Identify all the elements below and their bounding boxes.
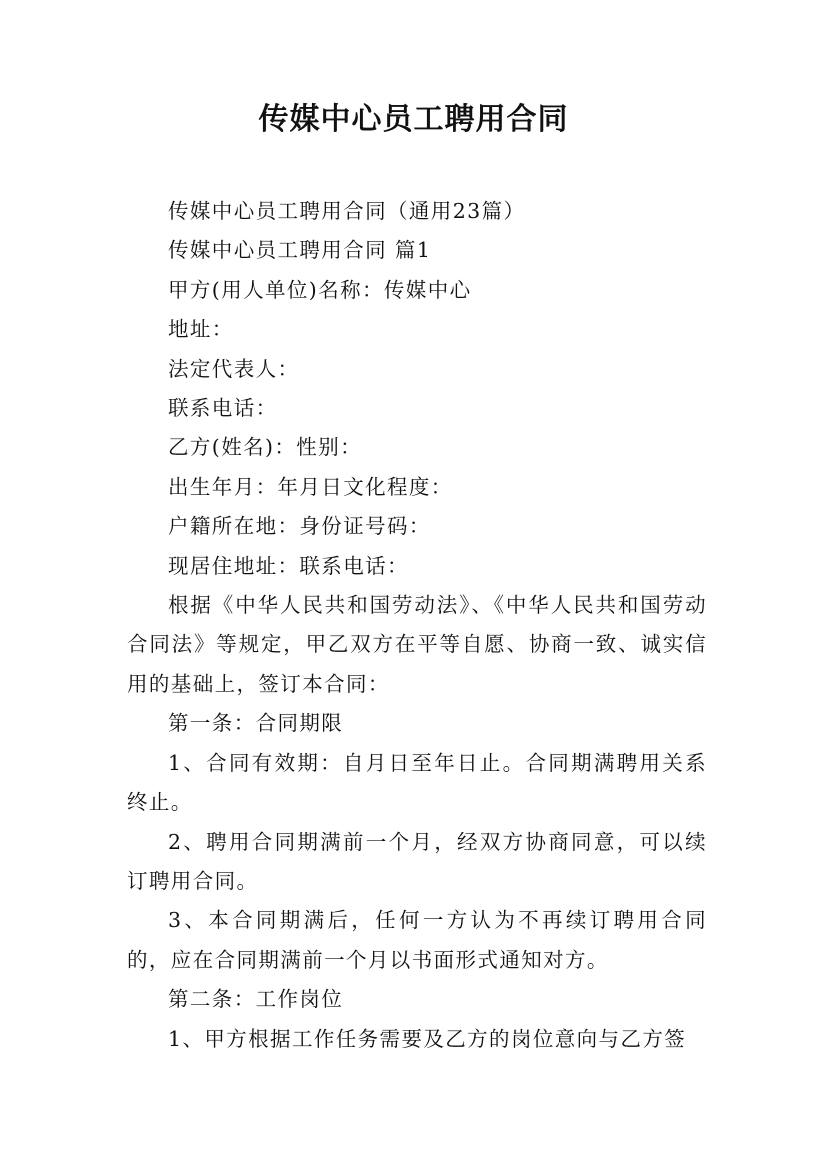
phone-field: 联系电话： (168, 396, 278, 421)
article-2-item-1: 1、甲方根据工作任务需要及乙方的岗位意向与乙方签 (168, 1026, 687, 1051)
party-a-name: 甲方(用人单位)名称：传媒中心 (168, 277, 472, 302)
subtitle-paragraph: 传媒中心员工聘用合同（通用23篇） (168, 199, 526, 223)
article-1-item-2: 2、聘用合同期满前一个月，经双方协商同意，可以续订聘用合同。 (127, 829, 707, 893)
article-1-item-1: 1、合同有效期：自月日至年日止。合同期满聘用关系终止。 (127, 750, 707, 815)
article-1-heading: 第一条：合同期限 (168, 711, 344, 736)
current-address-field: 现居住地址：联系电话： (168, 553, 409, 578)
party-b-field: 乙方(姓名)：性别： (168, 435, 362, 460)
legal-basis-paragraph: 根据《中华人民共和国劳动法》、《中华人民共和国劳动合同法》等规定，甲乙双方在平等自愿、协商一致、诚实信用的基础上，签订本合同： (127, 593, 707, 696)
article-2-heading: 第二条：工作岗位 (168, 987, 344, 1012)
section-heading: 传媒中心员工聘用合同 篇1 (168, 238, 432, 263)
birth-education-field: 出生年月：年月日文化程度： (168, 474, 453, 499)
document-title: 传媒中心员工聘用合同 (258, 102, 569, 137)
household-id-field: 户籍所在地：身份证号码： (168, 514, 431, 539)
document-body (127, 192, 707, 1059)
address-field: 地址： (168, 317, 234, 342)
article-1-item-3: 3、本合同期满后，任何一方认为不再续订聘用合同的，应在合同期满前一个月以书面形式通知对方。 (127, 908, 707, 972)
legal-representative-field: 法定代表人： (168, 356, 300, 381)
